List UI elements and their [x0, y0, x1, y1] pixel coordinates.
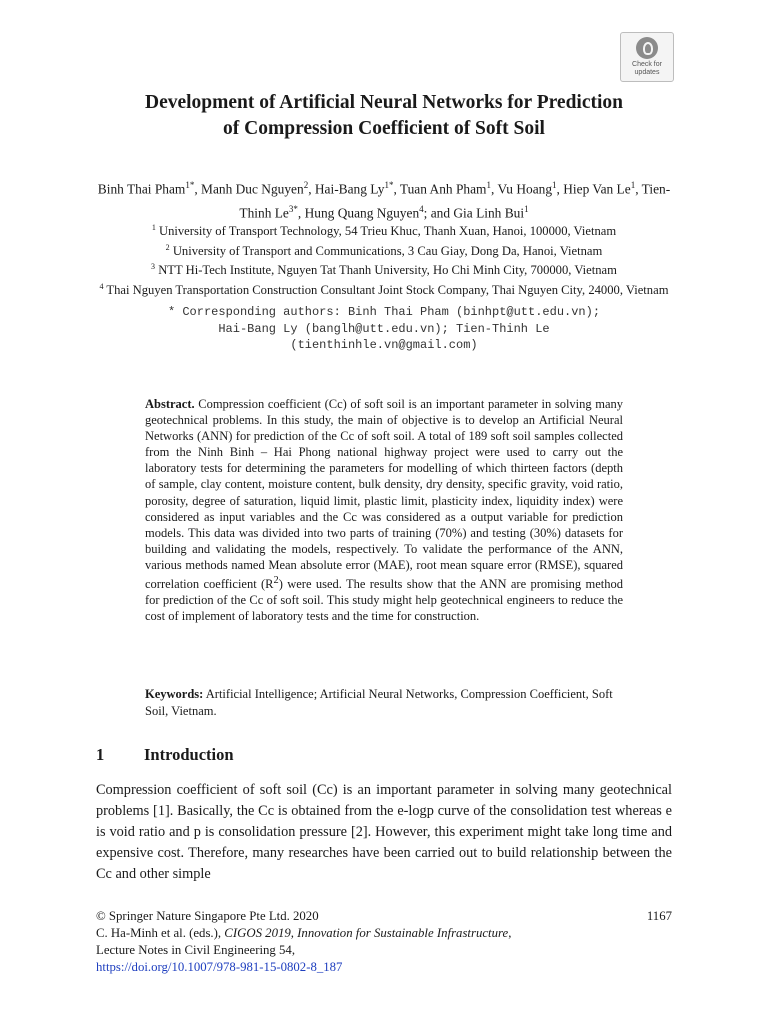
author-name: Tien-Thinh Le — [239, 181, 671, 221]
author-name: Vu Hoang — [497, 181, 553, 197]
author-name: Tuan Anh Pham — [399, 181, 487, 197]
author-name: Binh Thai Pham — [97, 181, 186, 197]
section-heading — [96, 745, 234, 765]
page-number: 1167 — [646, 909, 672, 923]
affiliations — [95, 220, 673, 299]
abstract-text: Compression coefficient (Cc) of soft soil is an important parameter in solving many geotechnical problems. In this study, the main of objective is to develop an Artificial Neural Networks (ANN) for prediction of the Cc of soft soil. A total of 189 soft soil samples collected from the Ninh Binh – Hai Phong national highway project were used to carry out the laboratory tests for determining the parameters for modelling of which thirteen factors (depth of sample, clay content, moisture content, bulk density, dry density, specific gravity, void ratio, porosity, degree of saturation, liquid limit, plastic limit, plasticity index, liquidity index) were considered as input variables and the Cc was considered as a output variable for prediction models. This data was divided into two parts of training (70%) and testing (30%) datasets for building and validating the models, respectively. To validate the performance of the ANN, various methods named Mean absolute error (MAE), root mean square error (RMSE), squared correlation coefficient (R — [145, 397, 624, 592]
doi-link[interactable]: https://doi.org/10.1007/978-981-15-0802-8_187 — [96, 960, 343, 974]
abstract-label: Abstract. — [145, 397, 195, 411]
affiliation-line: $^2$ University of Transport and Communications, 3 Cau Giay, Dong Da, Hanoi, Vietnam — [165, 242, 603, 258]
series: Lecture Notes in Civil Engineering 54, — [96, 943, 296, 957]
introduction-paragraph: Compression coefficient of soft soil (Cc) is an important parameter in solving many geotechnical problems [1]. Basically, the Cc is obtained from the e-logp curve of the consolidation test whereas e is void ratio and p is consolidation pressure [2]. However, this experiment might take long time and expensive cost. Therefore, many researches have been carried out to build relationship between the Cc and other simple — [96, 782, 672, 882]
bookmark-icon — [636, 37, 658, 59]
author-name: Manh Duc Nguyen — [201, 181, 304, 197]
section-number: 1 — [96, 745, 105, 764]
paper-title: Development of Artificial Neural Networks for Prediction of Compression Coefficient of Soft Soil — [144, 92, 623, 139]
author-name: Hung Quang Nguyen — [304, 205, 420, 221]
affiliation-line: $^3$ NTT Hi-Tech Institute, Nguyen Tat Thanh University, Ho Chi Minh City, 700000, Vietnam — [151, 262, 617, 278]
author-name: Gia Linh Bui — [453, 205, 525, 221]
keywords-text: Artificial Intelligence; Artificial Neural Networks, Compression Coefficient, Soft Soil, Vietnam. — [145, 687, 613, 718]
author-name: Hiep Van Le — [563, 181, 631, 197]
affiliation-line: $^4$ Thai Nguyen Transportation Construction Consultant Joint Stock Company, Thai Nguyen City, 24000, Vietnam — [99, 282, 669, 298]
section-title: Introduction — [144, 745, 234, 764]
editors-line: C. Ha-Minh et al. (eds.), CIGOS 2019, Innovation for Sustainable Infrastructure, — [96, 926, 512, 940]
corresponding-authors: * Corresponding authors: Binh Thai Pham (binhpt@utt.edu.vn); Hai-Bang Ly (banglh@utt.edu.vn); Tien-Thinh Le (tienthinhle.vn@gmail.com) — [167, 305, 601, 352]
author-list: Binh Thai Pham$^{1*}$, Manh Duc Nguyen$^2$, Hai-Bang $Ly^{1*}$, Tuan Anh Pham$^1$, Vu Hoang$^1$, Hiep Van Le$^1$, Tien-Thinh $Le^{3*}$, Hung Quang Nguyen$^4$; and Gia Linh Bui$^1$ — [97, 180, 671, 221]
author-name: Hai-Bang Ly — [314, 181, 385, 197]
keywords — [145, 686, 623, 719]
badge-label: Check for updates — [632, 61, 662, 76]
check-for-updates-badge[interactable] — [620, 32, 674, 82]
keywords-label: Keywords: — [145, 687, 204, 701]
affiliation-line: $^1$ University of Transport Technology, 54 Trieu Khuc, Thanh Xuan, Hanoi, 100000, Vietnam — [151, 223, 617, 239]
footer — [96, 908, 672, 976]
abstract: Abstract. Compression coefficient (Cc) of soft soil is an important parameter in solving many geotechnical problems. In this study, the main of objective is to develop an Artificial Neural Networks (ANN) for prediction of the Cc of soft soil. A total of 189 soft soil samples collected from the Ninh Binh – Hai Phong national highway project were used to carry out the laboratory tests for determining the parameters for modelling of which thirteen factors (depth of sample, clay content, moisture content, bulk density, dry density, specific gravity, void ratio, porosity, degree of saturation, liquid limit, plastic limit, plasticity index, liquidity index) were considered as input variables and the Cc was considered as a output variable for prediction models. This data was divided into two parts of training (70%) and testing (30%) datasets for building and validating the models, respectively. To validate the performance of the ANN, various methods named Mean absolute error (MAE), root mean square error (RMSE), squared correlation coefficient $(R^2)$ were used. The results show that the ANN are promising method for prediction of the Cc of soft soil. This study might help geotechnical engineers to reduce the cost of implement of laboratory tests and the time for construction. — [145, 397, 624, 624]
copyright: © Springer Nature Singapore Pte Ltd. 2020 — [96, 909, 319, 923]
